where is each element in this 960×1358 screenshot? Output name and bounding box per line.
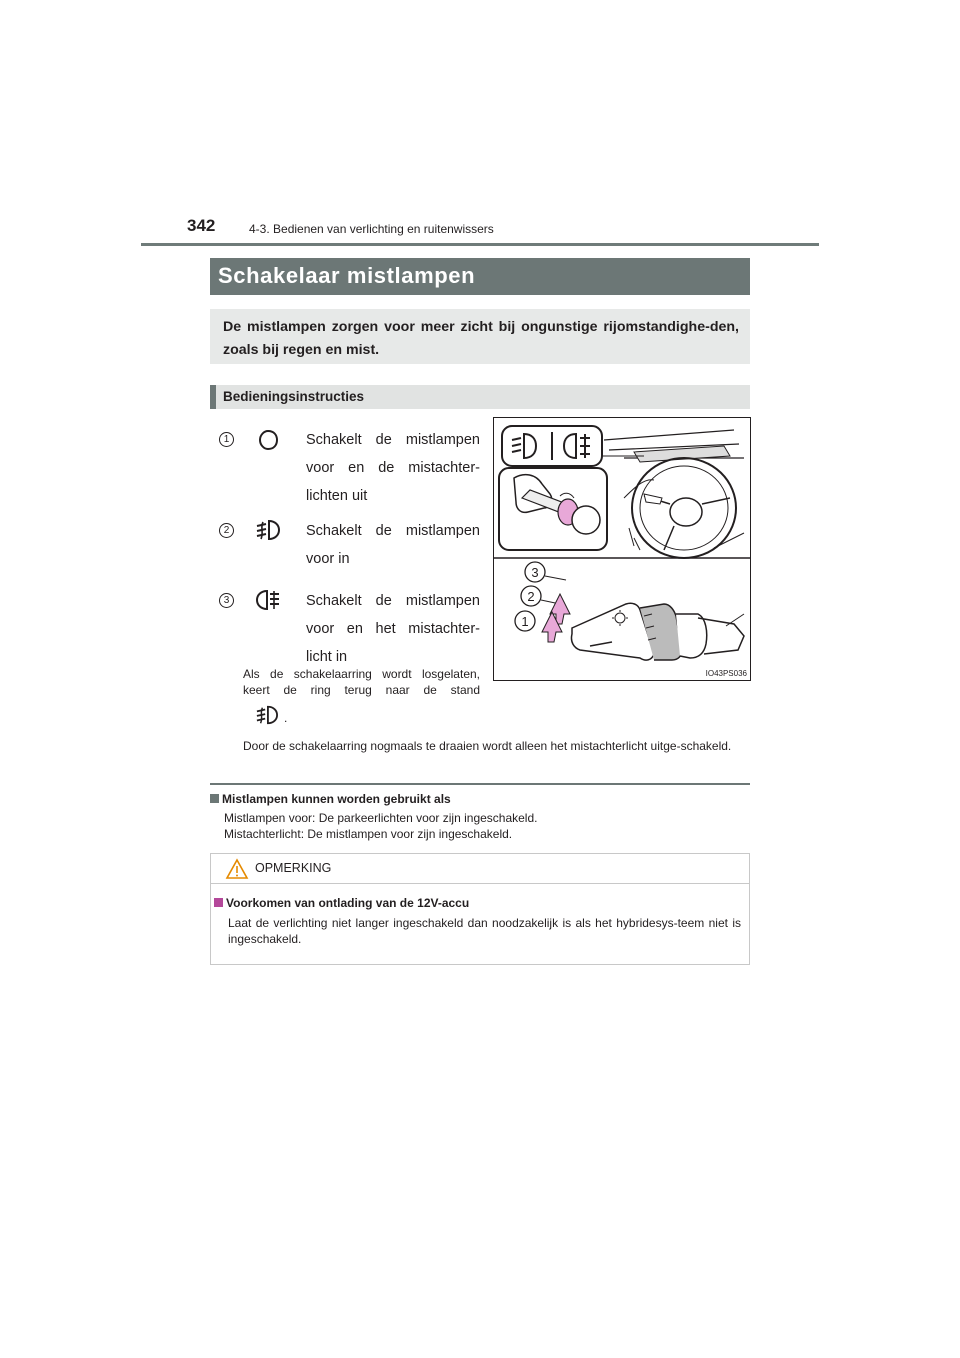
step-line: voor en het mistachter- <box>306 621 480 637</box>
step-text <box>306 587 480 671</box>
fog-off-icon <box>256 428 280 452</box>
subsection-accent <box>210 385 216 409</box>
step-number: 2 <box>219 523 234 538</box>
step-line: voor en de mistachter- <box>306 460 480 476</box>
second-turn-note: Door de schakelaarring nogmaals te draaien wordt alleen het mistachterlicht uitge-schakeld. <box>243 739 732 753</box>
section-title: Schakelaar mistlampen <box>218 263 476 288</box>
bullet-icon <box>214 898 223 907</box>
notice-label: OPMERKING <box>255 861 332 875</box>
release-line: Als de schakelaarring wordt losgelaten, <box>243 667 480 681</box>
intro-box <box>210 309 750 364</box>
callout-3: 3 <box>531 565 539 580</box>
usage-line: Mistachterlicht: De mistlampen voor zijn ingeschakeld. <box>224 827 513 841</box>
notice-heading-row <box>214 896 469 910</box>
subsection-bar <box>210 385 750 409</box>
step-number: 1 <box>219 432 234 447</box>
rear-fog-icon <box>254 588 282 612</box>
section-rule <box>210 783 750 785</box>
front-fog-icon <box>254 518 282 542</box>
usage-heading-row <box>210 792 451 806</box>
step-number: 3 <box>219 593 234 608</box>
switch-illustration <box>494 418 750 680</box>
step-line: voor in <box>306 551 350 567</box>
usage-line: Mistlampen voor: De parkeerlichten voor zijn ingeschakeld. <box>224 811 538 825</box>
step-line: Schakelt de mistlampen <box>306 432 480 448</box>
front-fog-icon <box>254 704 280 726</box>
page-number: 342 <box>187 216 216 235</box>
release-end: . <box>284 711 288 725</box>
step-text <box>306 517 480 573</box>
subsection-title: Bedieningsinstructies <box>223 389 365 404</box>
breadcrumb: 4-3. Bedienen van verlichting en ruitenwissers <box>249 222 494 236</box>
step-line: licht in <box>306 649 348 665</box>
warning-icon <box>225 858 249 880</box>
callout-2: 2 <box>527 589 535 604</box>
step-text <box>306 426 480 510</box>
notice-box <box>210 853 750 965</box>
notice-text: Laat de verlichting niet langer ingeschakeld dan noodzakelijk is als het hybridesys-teem niet is ingeschakeld. <box>228 916 741 946</box>
switch-diagram <box>493 417 751 681</box>
notice-heading: Voorkomen van ontlading van de 12V-accu <box>226 896 470 910</box>
section-title-bar <box>210 258 750 295</box>
step-line: lichten uit <box>306 488 368 504</box>
release-note <box>243 666 480 698</box>
notice-divider <box>211 883 749 884</box>
callout-1: 1 <box>521 614 529 629</box>
release-line: keert de ring terug naar de stand <box>243 683 480 697</box>
step-line: Schakelt de mistlampen <box>306 523 480 539</box>
step-line: Schakelt de mistlampen <box>306 593 480 609</box>
header-rule <box>141 243 819 246</box>
figure-label: IO43PS036 <box>705 669 747 678</box>
usage-heading: Mistlampen kunnen worden gebruikt als <box>222 792 451 806</box>
intro-text: De mistlampen zorgen voor meer zicht bij ongunstige rijomstandighe-den, zoals bij regen en mist. <box>223 319 739 358</box>
bullet-icon <box>210 794 219 803</box>
